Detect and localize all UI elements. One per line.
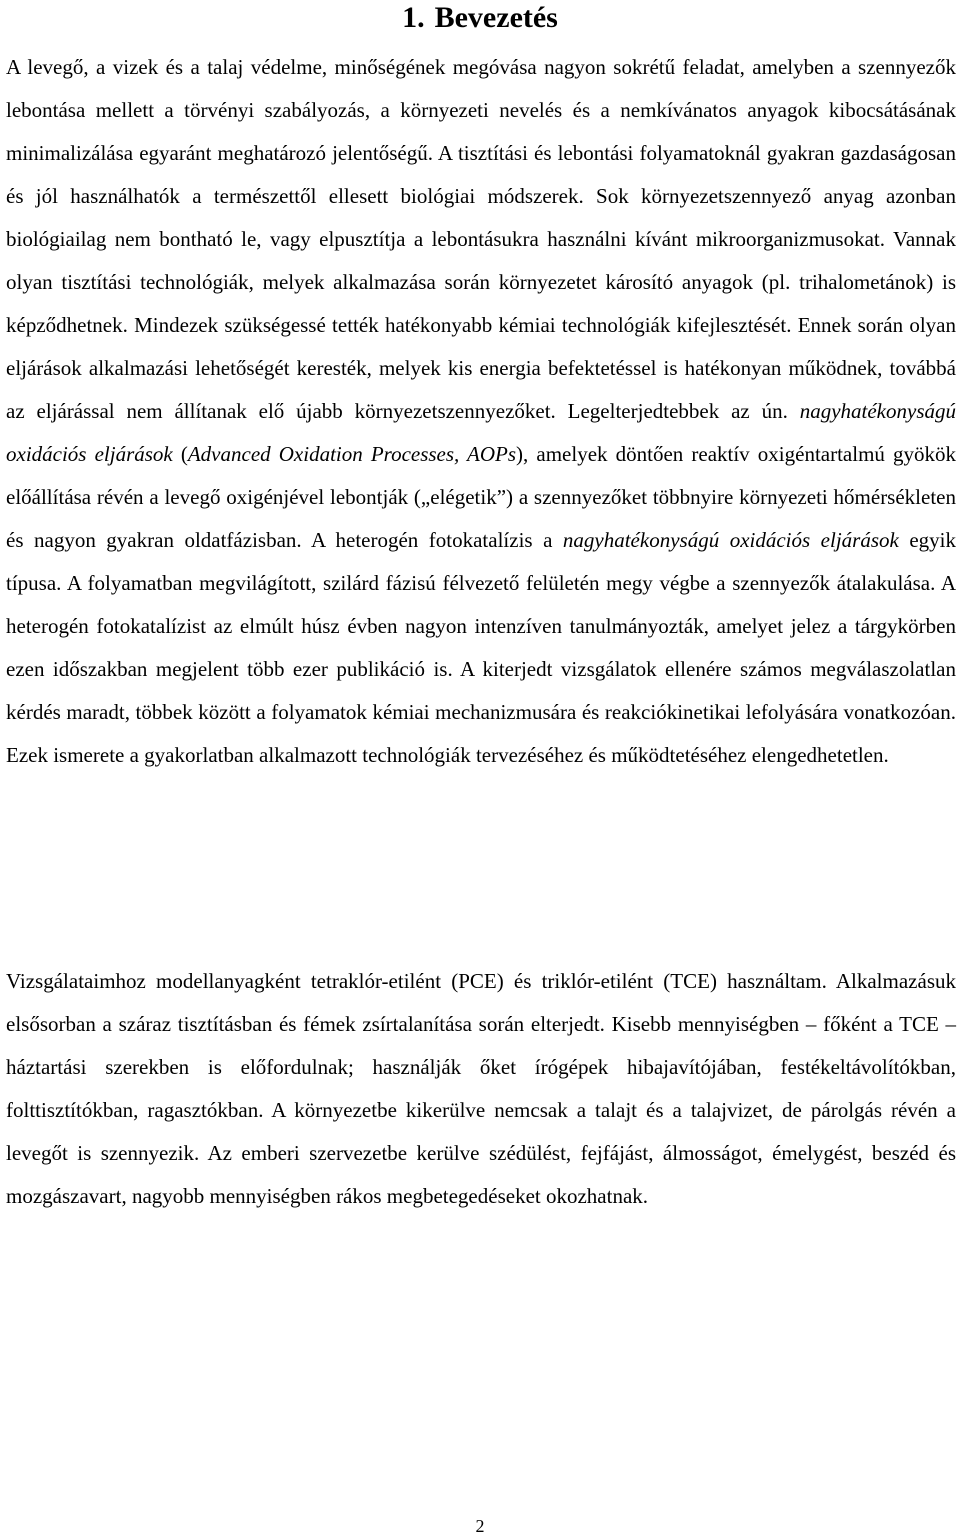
paragraph-text-part: A levegő, a vizek és a talaj védelme, minőségének megóvása nagyon sokrétű feladat, amelyben a szennyezők lebontása mellett a törvényi szabályozás, a környezeti nevelés és a nemkívánatos anyagok kibocsátásának minimalizálása egyaránt meghatározó jelentőségű. A tisztítási és lebontási folyamatoknál gyakran gazdaságosan és jól használhatók a természettől ellesett biológiai módszerek. Sok környezetszennyező anyag azonban biológiailag nem bontható le, vagy elpusztítja a lebontásukra használni kívánt mikroorganizmusokat. Vannak olyan tisztítási technológiák, melyek alkalmazása során környezetet károsító anyagok (pl. trihalometánok) is képződhetnek. Mindezek szükségessé tették hatékonyabb kémiai technológiák kifejlesztését. Ennek során olyan eljárások alkalmazási lehetőségét keresték, melyek kis energia befektetéssel is hatékonyan működnek, továbbá az eljárással nem állítanak elő újabb környezetszennyezőket. Legelterjedtebbek az ún. <box>6 55 956 423</box>
section-heading <box>0 0 960 36</box>
section-title: Bevezetés <box>434 1 558 34</box>
paragraph-text-part: ), amelyek döntően reaktív oxigéntartalmú gyökök előállítása révén a levegő oxigénjével lebontják („elégetik”) a szennyezőket többnyire környezeti hőmérsékleten és nagyon gyakran oldatfázisban. A heterogén fotokatalízis a <box>6 442 957 552</box>
page-number: 2 <box>475 1516 485 1536</box>
intro-paragraph <box>6 46 956 777</box>
italic-term-english: Advanced Oxidation Processes, AOPs <box>187 442 517 466</box>
paragraph-text-part: ( <box>172 442 188 466</box>
italic-term: nagyhatékonyságú oxidációs eljárások <box>6 399 956 466</box>
model-compounds-paragraph: Vizsgálataimhoz modellanyagként tetraklór-etilént (PCE) és triklór-etilént (TCE) használtam. Alkalmazásuk elsősorban a száraz tisztításban és fémek zsírtalanítása során elterjedt. Kisebb mennyiségben – főként a TCE – háztartási szerekben is előfordulnak; használják őket írógépek hibajavítójában, festékeltávolítókban, folttisztítókban, ragasztókban. A környezetbe kikerülve nemcsak a talajt és a talajvizet, de párolgás révén a levegőt is szennyezik. Az emberi szervezetbe kerülve szédülést, fejfájást, álmosságot, émelygést, beszéd és mozgászavart, nagyobb mennyiségben rákos megbetegedéseket okozhatnak. <box>6 969 956 1208</box>
italic-term: nagyhatékonyságú oxidációs eljárások <box>562 528 899 552</box>
section-number: 1. <box>402 1 425 34</box>
paragraph-text-part: egyik típusa. A folyamatban megvilágított, szilárd fázisú félvezető felületén megy végbe a szennyezők átalakulása. A heterogén fotokatalízist az elmúlt húsz évben nagyon intenzíven tanulmányozták, amelyet jelez a tárgykörben ezen időszakban megjelent több ezer publikáció is. A kiterjedt vizsgálatok ellenére számos megválaszolatlan kérdés maradt, többek között a folyamatok kémiai mechanizmusára és reakciókinetikai lefolyására vonatkozóan. Ezek ismerete a gyakorlatban alkalmazott technológiák tervezéséhez és működtetéséhez elengedhetetlen. <box>6 528 956 767</box>
